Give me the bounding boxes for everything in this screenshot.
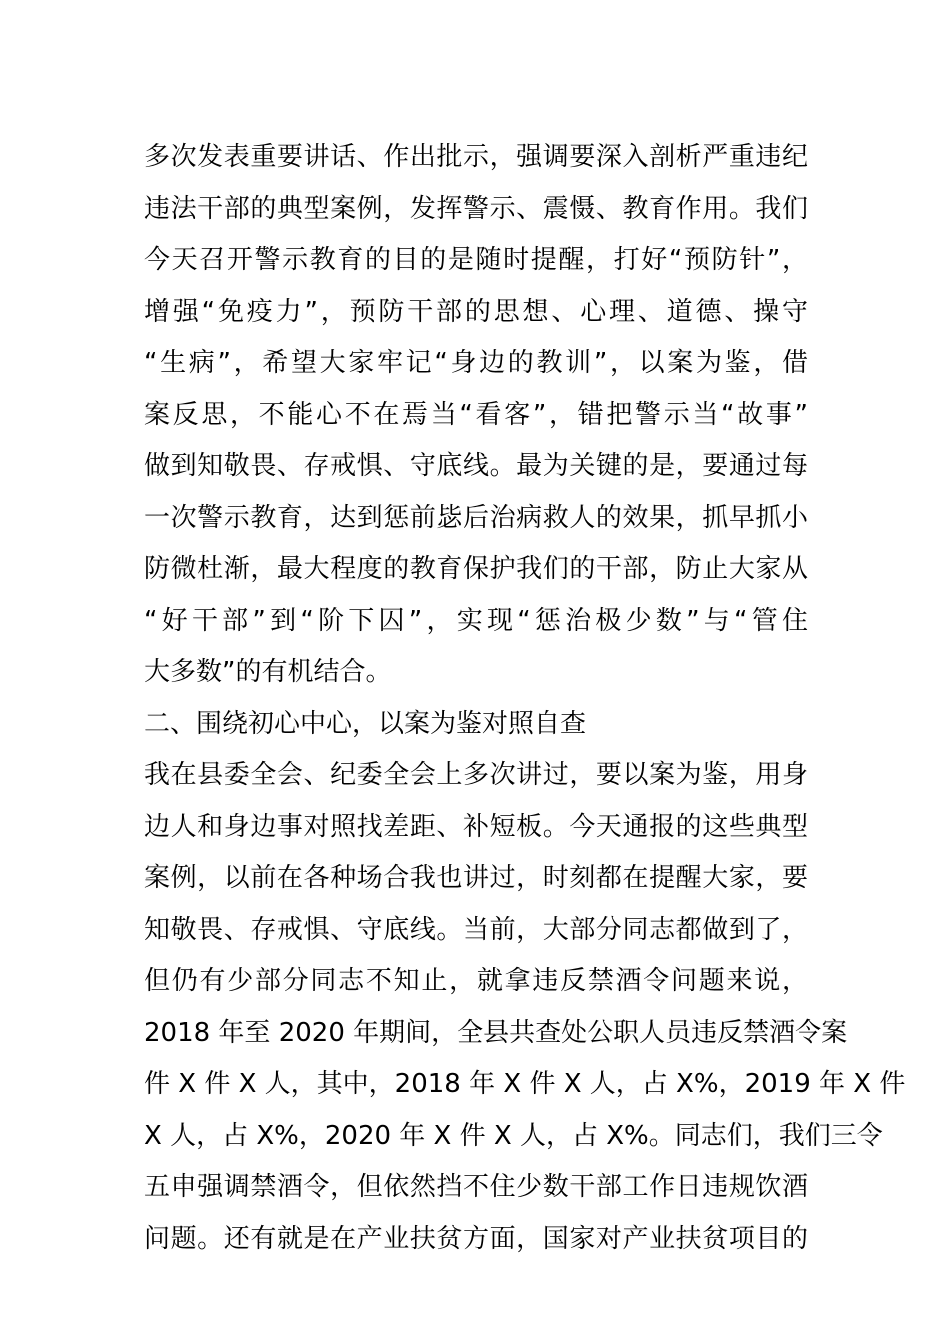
text-line: 但仍有少部分同志不知止，就拿违反禁酒令问题来说， — [144, 966, 808, 996]
text-line: 2018 年至 2020 年期间，全县共查处公职人员违反禁酒令案 — [144, 1017, 848, 1048]
section-heading: 二、围绕初心中心，以案为鉴对照自查 — [144, 708, 587, 739]
text-line: 边人和身边事对照找差距、补短板。今天通报的这些典型 — [144, 811, 808, 842]
text-line: 做到知敬畏、存戒惧、守底线。最为关键的是，要通过每 — [144, 451, 808, 481]
text-line: 一次警示教育，达到惩前毖后治病救人的效果，抓早抓小 — [144, 502, 808, 533]
text-line: 增强“免疫力”，预防干部的思想、心理、道德、操守 — [144, 296, 808, 327]
text-line: 案反思，不能心不在焉当“看客”，错把警示当“故事” — [144, 399, 808, 430]
text-line: 违法干部的典型案例，发挥警示、震慑、教育作用。我们 — [144, 193, 808, 224]
body-text — [144, 132, 906, 1265]
text-line: “生病”，希望大家牢记“身边的教训”，以案为鉴，借 — [144, 348, 808, 378]
text-line: 件 X 件 X 人，其中，2018 年 X 件 X 人，占 X%，2019 年 X 件 — [144, 1069, 906, 1099]
text-line: 问题。还有就是在产业扶贫方面，国家对产业扶贫项目的 — [144, 1223, 808, 1254]
text-line: X 人，占 X%，2020 年 X 件 X 人，占 X%。同志们，我们三令 — [144, 1120, 883, 1151]
text-line: 多次发表重要讲话、作出批示，强调要深入剖析严重违纪 — [144, 142, 808, 172]
text-line: 防微杜渐，最大程度的教育保护我们的干部，防止大家从 — [144, 554, 808, 584]
text-line: “好干部”到“阶下囚”，实现“惩治极少数”与“管住 — [144, 605, 808, 636]
text-line: 案例，以前在各种场合我也讲过，时刻都在提醒大家，要 — [144, 863, 808, 893]
text-line: 今天召开警示教育的目的是随时提醒，打好“预防针”， — [144, 245, 808, 275]
text-line: 大多数”的有机结合。 — [144, 657, 392, 687]
text-line: 知敬畏、存戒惧、守底线。当前，大部分同志都做到了， — [144, 914, 808, 945]
text-line: 我在县委全会、纪委全会上多次讲过，要以案为鉴，用身 — [144, 760, 808, 790]
text-line: 五申强调禁酒令，但依然挡不住少数干部工作日违规饮酒 — [144, 1172, 808, 1202]
